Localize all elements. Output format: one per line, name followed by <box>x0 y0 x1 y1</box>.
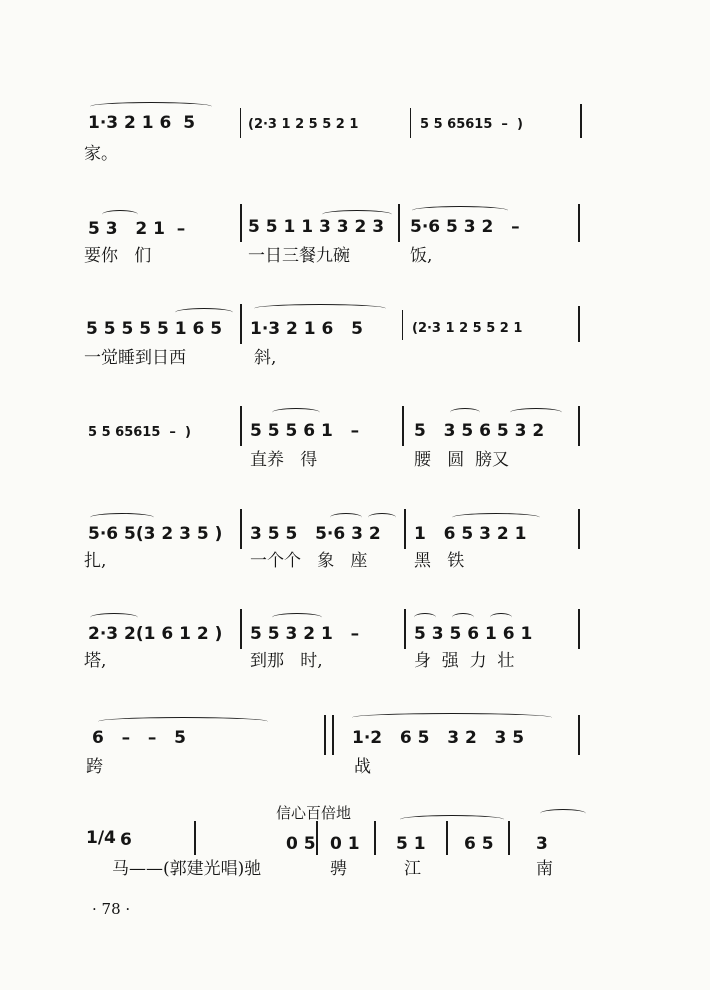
lyric-text: 跨 <box>86 757 103 777</box>
barline <box>240 108 241 138</box>
note-group: 5 3 2 1 – <box>88 219 186 239</box>
note-group: 1·2 6 5 3 2 3 5 <box>352 728 525 748</box>
lyric-text: 到那 时, <box>250 651 323 671</box>
slur <box>90 613 138 622</box>
slur <box>412 206 508 215</box>
note-group: (2·3 1 2 5 5 2 1 <box>248 117 359 132</box>
barline <box>410 108 411 138</box>
score-system-4 <box>0 400 710 520</box>
slur <box>452 513 540 522</box>
note-group: 0 5 <box>286 834 316 854</box>
note-group: 6 <box>120 830 132 850</box>
lyric-text: 要你 们 <box>84 246 152 266</box>
lyric-text: 斜, <box>254 348 277 368</box>
note-group: 5 5 1 1 3 3 2 3 <box>248 217 385 237</box>
barline <box>402 310 403 340</box>
note-group: 0 1 <box>330 834 360 854</box>
note-group: 5 1 <box>396 834 426 854</box>
slur <box>90 513 154 522</box>
slur <box>450 408 480 417</box>
barline <box>240 204 242 242</box>
lyric-text: 身 强 力 壮 <box>414 651 515 671</box>
note-group: 1·3 2 1 6 5 <box>250 319 363 339</box>
slur <box>272 613 322 622</box>
lyric-text: 江 <box>404 859 421 879</box>
page-number: · 78 · <box>92 900 131 918</box>
note-group: 3 <box>536 834 548 854</box>
barline <box>578 509 580 549</box>
barline <box>374 821 376 855</box>
barline <box>402 406 404 446</box>
slur <box>254 304 386 313</box>
lyric-text: 塔, <box>84 651 107 671</box>
note-group: (2·3 1 2 5 5 2 1 <box>412 321 523 336</box>
barline <box>240 304 242 344</box>
note-group: 5 5 65615 – ) <box>88 425 191 440</box>
slur <box>175 308 233 317</box>
lyric-text: 南 <box>536 859 553 879</box>
slur <box>490 613 512 622</box>
slur <box>272 408 320 417</box>
barline <box>578 715 580 755</box>
barline <box>404 509 406 549</box>
barline <box>578 406 580 446</box>
note-group: 6 – – 5 <box>92 728 186 748</box>
barline <box>316 821 318 855</box>
slur <box>540 809 586 818</box>
note-group: 2·3 2(1 6 1 2 ) <box>88 624 223 644</box>
slur <box>414 613 436 622</box>
barline <box>240 509 242 549</box>
lyric-text: 战 <box>354 757 371 777</box>
barline <box>580 104 582 138</box>
note-group: 1·3 2 1 6 5 <box>88 113 196 133</box>
note-group: 5 5 65615 – ) <box>420 117 523 132</box>
lyric-text: 一日三餐九碗 <box>248 246 350 266</box>
lyric-text: 马——(郭建光唱)驰 <box>112 859 262 879</box>
slur <box>368 513 396 522</box>
barline <box>578 609 580 649</box>
barline <box>398 204 400 242</box>
lyric-text: 直养 得 <box>250 450 318 470</box>
barline <box>578 204 580 242</box>
note-group: 5·6 5 3 2 – <box>410 217 520 237</box>
slur <box>330 513 362 522</box>
slur <box>90 102 212 111</box>
lyric-text: 一觉睡到日西 <box>84 348 186 368</box>
note-group: 5 5 5 6 1 – <box>250 421 360 441</box>
slur <box>400 815 504 824</box>
slur <box>102 210 138 219</box>
barline <box>404 609 406 649</box>
note-group: 5 5 3 2 1 – <box>250 624 360 644</box>
barline <box>240 406 242 446</box>
lyric-text: 骋 <box>330 859 347 879</box>
barline <box>446 821 448 855</box>
barline <box>332 715 334 755</box>
score-system-7 <box>0 705 710 825</box>
lyric-text: 一个个 象 座 <box>250 551 368 571</box>
slur <box>452 613 474 622</box>
note-group: 5 3 5 6 1 6 1 <box>414 624 533 644</box>
lyric-text: 饭, <box>410 246 433 266</box>
note-group: 5·6 5(3 2 3 5 ) <box>88 524 223 544</box>
note-group: 5 5 5 5 5 1 6 5 <box>86 319 223 339</box>
time-signature: 1/4 <box>86 828 116 848</box>
note-group: 1 6 5 3 2 1 <box>414 524 527 544</box>
tempo-marking: 信心百倍地 <box>276 804 352 822</box>
barline <box>508 821 510 855</box>
slur <box>98 717 268 726</box>
lyric-text: 扎, <box>84 551 107 571</box>
lyric-text: 腰 圆 膀又 <box>414 450 510 470</box>
barline <box>578 306 580 342</box>
note-group: 3 5 5 5·6 3 2 <box>250 524 381 544</box>
barline <box>240 609 242 649</box>
lyric-text: 家。 <box>84 144 118 164</box>
note-group: 5 3 5 6 5 3 2 <box>414 421 545 441</box>
barline <box>324 715 326 755</box>
barline <box>194 821 196 855</box>
slur <box>352 713 552 722</box>
lyric-text: 黑 铁 <box>414 551 465 571</box>
note-group: 6 5 <box>464 834 494 854</box>
slur <box>510 408 562 417</box>
